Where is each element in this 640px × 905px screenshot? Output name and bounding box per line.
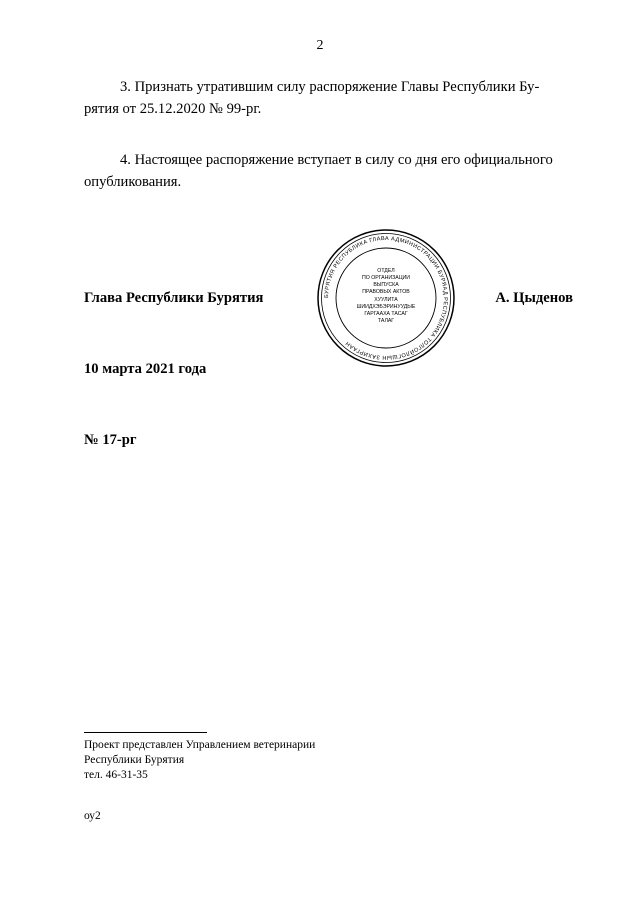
seal-line-1: ОТДЕЛ [377,268,395,274]
footnote-phone: тел. 46-31-35 [84,769,148,781]
paragraph-4-line-1: 4. Настоящее распоряжение вступает в силу со дня его официального [120,152,553,168]
footnote-line-1: Проект представлен Управлением ветеринарии [84,739,316,751]
seal-line-4: ПРАВОВЫХ АКТОВ [362,289,410,295]
signatory-name: А. Цыденов [495,290,573,306]
document-number: № 17-рг [84,432,137,448]
seal-line-6: ШИИДХЭБЭРИНУУДЫЕ [356,304,416,310]
seal-line-3: ВЫПУСКА [373,282,399,288]
official-seal-icon [316,228,456,368]
paragraph-4-line-2: опубликования. [84,174,182,190]
seal-line-5: ХУУЛИТА [374,297,398,303]
paragraph-3-line-1: 3. Признать утратившим силу распоряжение Главы Республики Бу- [120,79,540,95]
footnote-line-2: Республики Бурятия [84,754,185,766]
seal-line-8: ТАЛАГ [377,318,395,324]
seal-line-7: ГАРГААХА ТАСАГ [364,311,408,317]
signatory-position: Глава Республики Бурятия [84,290,264,306]
page-number: 2 [316,38,324,53]
seal-line-2: ПО ОРГАНИЗАЦИИ [362,275,410,281]
document-date: 10 марта 2021 года [84,361,207,377]
footnote-divider [84,732,207,733]
seal-outer-text: БУРЯТИЯ РЕСПУБЛИКА ГЛАВА АДМИНИСТРАЦИИ БУРЯАД РЕСПУБЛИКА ТОЛГОЙЛОГШЫН ЗАХИРГААН [323,235,449,361]
footnote [84,738,315,783]
paragraph-3 [84,76,573,120]
paragraph-4 [84,149,573,193]
document-code: оу2 [84,810,101,822]
paragraph-3-line-2: рятия от 25.12.2020 № 99-рг. [84,101,262,117]
